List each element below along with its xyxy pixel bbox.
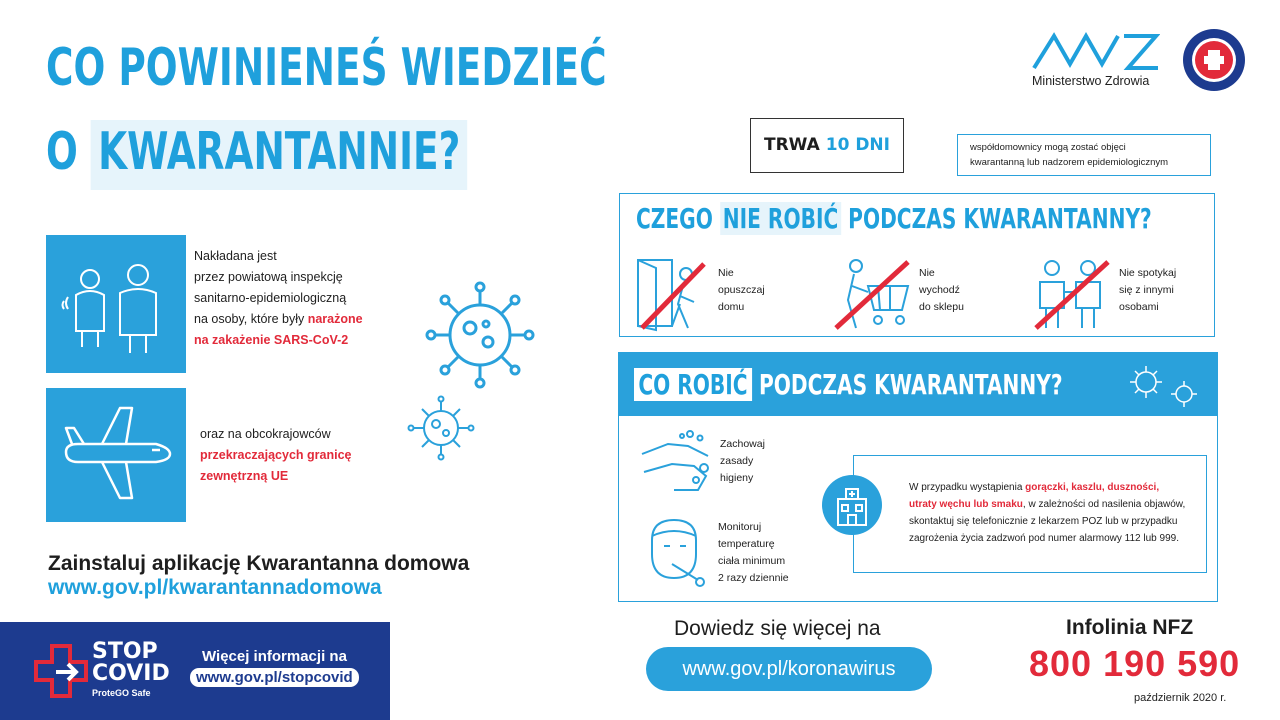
household-note — [957, 134, 1211, 176]
people-icon — [46, 235, 186, 373]
dont-item-line: Nie spotykaj — [1119, 267, 1177, 279]
duration-box — [750, 118, 904, 173]
koronawirus-link[interactable]: www.gov.pl/koronawirus — [646, 647, 932, 691]
dont-item-line: Nie — [919, 267, 935, 279]
emergency-red: utraty węchu lub smaku — [909, 499, 1023, 510]
hospital-icon — [822, 475, 882, 535]
people-icon-box — [46, 235, 186, 373]
info-1-line: sanitarno-epidemiologiczną — [194, 291, 347, 305]
do-title-highlight: CO ROBIĆ — [634, 368, 752, 401]
do-item-line: Zachowaj — [720, 438, 765, 450]
do-item-1-label — [720, 436, 765, 487]
emergency-red: gorączki, kaszlu, duszności, — [1025, 482, 1160, 493]
stopcovid-title-2: COVID — [92, 661, 170, 686]
install-app-text: Zainstaluj aplikację Kwarantanna domowa — [48, 552, 470, 575]
do-item-2-label — [718, 519, 789, 587]
door-exit-icon — [634, 256, 714, 332]
shopping-cart-icon — [832, 256, 914, 332]
emergency-line: skontaktuj się telefonicznie z lekarzem POZ lub w przypadku — [909, 516, 1178, 527]
dont-item-line: Nie — [718, 267, 734, 279]
dont-item-2-label — [919, 265, 964, 316]
info-2-line: oraz na obcokrajowców — [200, 427, 331, 441]
headline-line-2 — [46, 122, 468, 182]
dont-title-prefix: CZEGO — [636, 202, 720, 235]
info-2-red-line: przekraczających granicę — [200, 448, 352, 462]
info-2-text — [200, 424, 400, 487]
dont-item-line: opuszczaj — [718, 284, 765, 296]
info-1-line — [194, 309, 404, 330]
emergency-line — [909, 479, 1201, 496]
info-2-red-line: zewnętrzną UE — [200, 469, 289, 483]
dont-item-line: wychodź — [919, 284, 960, 296]
emergency-plain: W przypadku wystąpienia — [909, 482, 1026, 493]
headline-prefix: O — [46, 122, 91, 182]
hand-washing-icon — [638, 428, 714, 502]
hotline-number[interactable]: 800 190 590 — [1029, 643, 1241, 684]
stopcovid-title-1: STOP — [92, 639, 158, 664]
virus-small-icon — [405, 395, 477, 461]
info-1-text — [194, 246, 404, 351]
dont-item-3-label — [1119, 265, 1176, 316]
dont-title-suffix: PODCZAS KWARANTANNY? — [841, 202, 1152, 235]
dont-item-line: się z innymi — [1119, 284, 1174, 296]
thermometer-face-icon — [638, 516, 710, 590]
headline-line-1: CO POWINIENEŚ WIEDZIEĆ — [46, 38, 607, 98]
emergency-plain: , w zależności od nasilenia objawów, — [1022, 499, 1186, 510]
learn-more-text: Dowiedz się więcej na — [674, 617, 881, 640]
stopcovid-subtitle: ProteGO Safe — [92, 688, 151, 698]
dont-item-1-label — [718, 265, 765, 316]
info-1-plain: na osoby, które były — [194, 312, 308, 326]
people-meeting-icon — [1030, 256, 1114, 332]
stopcovid-banner — [0, 622, 390, 720]
dont-item-line: domu — [718, 301, 745, 313]
duration-prefix: TRWA — [764, 135, 826, 155]
do-item-line: Monitoruj — [718, 521, 762, 533]
emergency-line — [909, 496, 1201, 513]
info-1-red: narażone — [307, 312, 363, 326]
do-title — [634, 368, 1063, 401]
do-item-line: zasady — [720, 455, 754, 467]
stopcovid-more-label: Więcej informacji na — [202, 648, 347, 665]
stopcovid-cross-icon — [32, 642, 90, 700]
dont-item-line: do sklepu — [919, 301, 964, 313]
do-item-line: 2 razy dziennie — [718, 572, 789, 584]
do-item-line: temperaturę — [718, 538, 775, 550]
emergency-line: zagrożenia życia zadzwoń pod numer alarmowy 112 lub 999. — [909, 533, 1179, 544]
airplane-icon-box — [46, 388, 186, 522]
headline-highlight: KWARANTANNIE? — [91, 120, 468, 190]
duration-value: 10 DNI — [825, 135, 890, 155]
info-1-line: przez powiatową inspekcję — [194, 270, 343, 284]
info-1-red-line: na zakażenie SARS-CoV-2 — [194, 333, 349, 347]
hospital-icon-circle — [822, 475, 882, 535]
dont-title-highlight: NIE ROBIĆ — [720, 202, 841, 235]
install-app-link[interactable]: www.gov.pl/kwarantannadomowa — [48, 576, 382, 599]
virus-icon — [420, 280, 540, 390]
stopcovid-link[interactable]: www.gov.pl/stopcovid — [190, 668, 359, 687]
dont-item-line: osobami — [1119, 301, 1159, 313]
hotline-label: Infolinia NFZ — [1066, 616, 1194, 639]
emergency-text — [909, 479, 1201, 547]
publication-date: październik 2020 r. — [1134, 692, 1227, 704]
airplane-icon — [46, 388, 186, 522]
mz-logo-icon — [1032, 30, 1160, 72]
do-title-suffix: PODCZAS KWARANTANNY? — [751, 368, 1063, 401]
info-1-line: Nakładana jest — [194, 249, 277, 263]
do-item-line: higieny — [720, 472, 754, 484]
dont-title — [636, 202, 1152, 235]
household-note-line: współdomownicy mogą zostać objęci — [970, 142, 1126, 153]
sanepid-seal-icon — [1182, 28, 1246, 92]
household-note-line: kwarantanną lub nadzorem epidemiologicznym — [970, 157, 1169, 168]
virus-decoration-icon — [1126, 362, 1206, 412]
ministry-name: Ministerstwo Zdrowia — [1032, 74, 1150, 88]
do-item-line: ciała minimum — [718, 555, 786, 567]
